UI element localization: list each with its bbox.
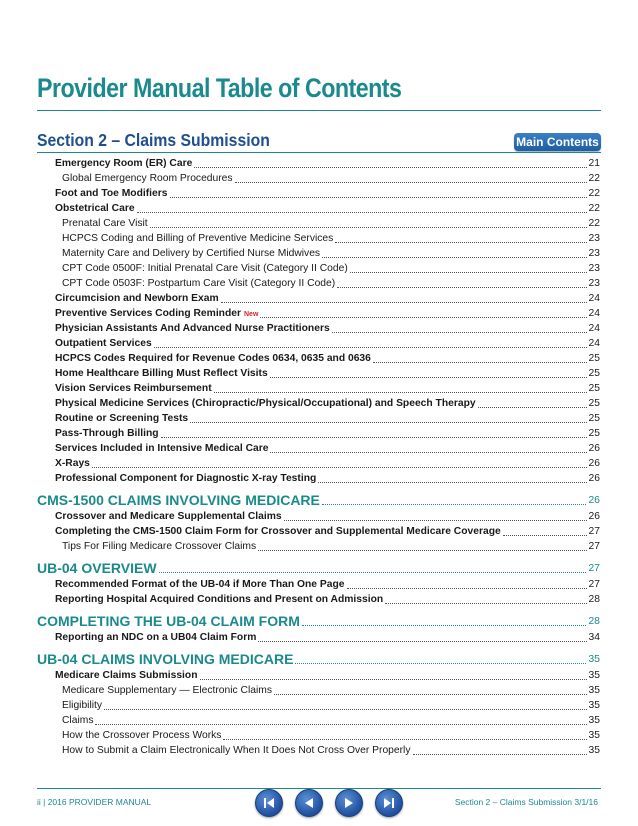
toc-page-number: 23: [588, 233, 600, 244]
toc-entry[interactable]: [0, 697, 638, 712]
dot-leader: [478, 401, 587, 408]
toc-page-number: 25: [588, 368, 600, 379]
title-divider: [37, 110, 601, 111]
toc-page-number: 26: [588, 473, 600, 484]
toc-section-heading[interactable]: [0, 553, 638, 576]
toc-page-number: 22: [588, 218, 600, 229]
toc-entry[interactable]: [0, 380, 638, 395]
toc-entry[interactable]: [0, 508, 638, 523]
toc-page-number: 25: [588, 383, 600, 394]
dot-leader: [413, 748, 587, 755]
toc-page-number: 27: [588, 579, 600, 590]
toc-page-number: 27: [588, 526, 600, 537]
dot-leader: [170, 191, 587, 198]
toc-entry[interactable]: [0, 290, 638, 305]
toc-entry[interactable]: [0, 667, 638, 682]
toc-page-number: 24: [588, 293, 600, 304]
toc-section-heading[interactable]: [0, 485, 638, 508]
toc-entry[interactable]: [0, 455, 638, 470]
toc-entry[interactable]: [0, 440, 638, 455]
dot-leader: [258, 635, 586, 642]
toc-entry[interactable]: [0, 742, 638, 757]
toc-entry-title: How to Submit a Claim Electronically When It Does Not Cross Over Properly: [62, 745, 411, 756]
toc-page-number: 35: [588, 653, 600, 665]
toc-page-number: 35: [588, 685, 600, 696]
dot-leader: [161, 431, 587, 438]
toc-page-number: 26: [588, 511, 600, 522]
toc-entry-title: UB-04 CLAIMS INVOLVING MEDICARE: [37, 651, 294, 667]
dot-leader: [235, 176, 587, 183]
toc-entry-title: Emergency Room (ER) Care: [55, 158, 193, 169]
dot-leader: [337, 281, 586, 288]
dot-leader: [258, 544, 586, 551]
toc-entry[interactable]: [0, 523, 638, 538]
dot-leader: [318, 476, 586, 483]
toc-page-number: 35: [588, 745, 600, 756]
toc-entry-title: X-Rays: [55, 458, 90, 469]
toc-entry-title: How the Crossover Process Works: [62, 730, 222, 741]
toc-entry-title: Preventive Services Coding Reminder: [55, 308, 241, 319]
toc-page-number: 25: [588, 353, 600, 364]
dot-leader: [284, 514, 587, 521]
dot-leader: [270, 371, 587, 378]
toc-entry-title: Maternity Care and Delivery by Certified Nurse Midwives: [62, 248, 321, 259]
toc-entry-title: Physician Assistants And Advanced Nurse Practitioners: [55, 323, 330, 334]
toc-page-number: 35: [588, 730, 600, 741]
dot-leader: [150, 221, 587, 228]
toc-entry[interactable]: [0, 395, 638, 410]
toc-entry-title: Pass-Through Billing: [55, 428, 159, 439]
toc-entry-title: Services Included in Intensive Medical Care: [55, 443, 269, 454]
dot-leader: [270, 446, 586, 453]
dot-leader: [332, 326, 587, 333]
toc-entry[interactable]: [0, 170, 638, 185]
toc-page-number: 24: [588, 338, 600, 349]
toc-entry-title: Reporting an NDC on a UB04 Claim Form: [55, 632, 257, 643]
dot-leader: [214, 386, 587, 393]
previous-page-button[interactable]: [295, 789, 323, 817]
toc-entry[interactable]: [0, 215, 638, 230]
dot-leader: [159, 566, 587, 573]
toc-page-number: 23: [588, 248, 600, 259]
toc-entry-title: HCPCS Codes Required for Revenue Codes 0634, 0635 and 0636: [55, 353, 371, 364]
toc-entry-title: Prenatal Care Visit: [62, 218, 148, 229]
dot-leader: [200, 673, 587, 680]
toc-entry[interactable]: [0, 425, 638, 440]
dot-leader: [503, 529, 587, 536]
toc-entry-title: Physical Medicine Services (Chiropractic/Physical/Occupational) and Speech Therapy: [55, 398, 476, 409]
dot-leader: [274, 688, 587, 695]
toc-entry[interactable]: [0, 712, 638, 727]
last-page-button[interactable]: [375, 789, 403, 817]
next-page-icon: [341, 795, 357, 811]
main-contents-button[interactable]: Main Contents: [514, 133, 601, 151]
toc-entry-title: Medicare Supplementary — Electronic Claims: [62, 685, 273, 696]
toc-entry[interactable]: [0, 335, 638, 350]
dot-leader: [194, 161, 586, 168]
previous-page-icon: [301, 795, 317, 811]
toc-section-heading[interactable]: [0, 606, 638, 629]
toc-page-number: 24: [588, 308, 600, 319]
toc-page-number: 28: [588, 615, 600, 627]
toc-entry-title: Eligibility: [62, 700, 103, 711]
toc-entry-title: Claims: [62, 715, 94, 726]
dot-leader: [322, 251, 586, 258]
toc-entry[interactable]: [0, 320, 638, 335]
dot-leader: [347, 582, 587, 589]
section-heading: Section 2 – Claims Submission: [37, 130, 270, 150]
toc-entry[interactable]: [0, 275, 638, 290]
last-page-icon: [381, 795, 397, 811]
toc-entry-title: Obstetrical Care: [55, 203, 135, 214]
toc-entry-title: Global Emergency Room Procedures: [62, 173, 233, 184]
dot-leader: [92, 461, 587, 468]
section-divider: [37, 152, 601, 153]
toc-entry[interactable]: [0, 155, 638, 170]
toc-page-number: 22: [588, 173, 600, 184]
toc-entry[interactable]: [0, 200, 638, 215]
toc-entry[interactable]: [0, 682, 638, 697]
toc-entry-title: Reporting Hospital Acquired Conditions and Present on Admission: [55, 594, 384, 605]
dot-leader: [190, 416, 586, 423]
toc-entry[interactable]: [0, 410, 638, 425]
toc-entry[interactable]: [0, 538, 638, 553]
toc-entry[interactable]: [0, 185, 638, 200]
toc-page-number: 22: [588, 203, 600, 214]
toc-page-number: 26: [588, 494, 600, 506]
dot-leader: [295, 657, 586, 664]
dot-leader: [350, 266, 587, 273]
toc-entry[interactable]: [0, 470, 638, 485]
toc-page-number: 27: [588, 541, 600, 552]
toc-page-number: 26: [588, 443, 600, 454]
toc-section-heading[interactable]: [0, 644, 638, 667]
toc-entry[interactable]: [0, 576, 638, 591]
toc-page-number: 25: [588, 428, 600, 439]
toc-entry[interactable]: [0, 727, 638, 742]
dot-leader: [385, 597, 586, 604]
toc-page-number: 25: [588, 413, 600, 424]
toc-entry-title: Circumcision and Newborn Exam: [55, 293, 219, 304]
toc-entry-title: COMPLETING THE UB-04 CLAIM FORM: [37, 613, 300, 629]
toc-page-number: 24: [588, 323, 600, 334]
toc-page-number: 35: [588, 715, 600, 726]
footer-section-label: Section 2 – Claims Submission 3/1/16: [454, 797, 598, 807]
toc-entry-title: Tips For Filing Medicare Crossover Claims: [62, 541, 257, 552]
toc-page-number: 26: [588, 458, 600, 469]
new-badge: New: [244, 311, 259, 318]
toc-entry-title: CPT Code 0503F: Postpartum Care Visit (Category II Code): [62, 278, 336, 289]
toc-entry[interactable]: [0, 305, 638, 320]
toc-entry[interactable]: [0, 591, 638, 606]
dot-leader: [335, 236, 586, 243]
toc-page-number: 27: [588, 562, 600, 574]
toc-entry-title: UB-04 OVERVIEW: [37, 560, 157, 576]
page-title: Provider Manual Table of Contents: [37, 73, 402, 103]
toc-entry-title: Vision Services Reimbursement: [55, 383, 212, 394]
toc-entry-title: Medicare Claims Submission: [55, 670, 198, 681]
toc-entry-title: Outpatient Services: [55, 338, 152, 349]
toc-page-number: 23: [588, 263, 600, 274]
dot-leader: [137, 206, 587, 213]
toc-list: [0, 155, 638, 757]
toc-entry-title: Completing the CMS-1500 Claim Form for Crossover and Supplemental Medicare Coverage: [55, 526, 501, 537]
toc-entry[interactable]: [0, 365, 638, 380]
toc-entry[interactable]: [0, 230, 638, 245]
dot-leader: [104, 703, 586, 710]
dot-leader: [260, 311, 586, 318]
toc-page-number: 23: [588, 278, 600, 289]
toc-entry-title: Home Healthcare Billing Must Reflect Visits: [55, 368, 268, 379]
dot-leader: [223, 733, 586, 740]
toc-page-number: 25: [588, 398, 600, 409]
dot-leader: [373, 356, 587, 363]
toc-entry[interactable]: [0, 245, 638, 260]
toc-entry[interactable]: [0, 350, 638, 365]
dot-leader: [221, 296, 587, 303]
page-navigation: [255, 789, 403, 816]
toc-page-number: 35: [588, 670, 600, 681]
dot-leader: [154, 341, 587, 348]
toc-entry-title: HCPCS Coding and Billing of Preventive Medicine Services: [62, 233, 334, 244]
toc-entry-title: Routine or Screening Tests: [55, 413, 189, 424]
toc-page-number: 35: [588, 700, 600, 711]
dot-leader: [302, 619, 586, 626]
next-page-button[interactable]: [335, 789, 363, 817]
toc-entry[interactable]: [0, 260, 638, 275]
toc-entry-title: Recommended Format of the UB-04 if More Than One Page: [55, 579, 345, 590]
toc-entry-title: CPT Code 0500F: Initial Prenatal Care Visit (Category II Code): [62, 263, 348, 274]
toc-entry-title: Professional Component for Diagnostic X-ray Testing: [55, 473, 317, 484]
toc-page-number: 22: [588, 188, 600, 199]
first-page-button[interactable]: [255, 789, 283, 817]
toc-page-number: 34: [588, 632, 600, 643]
first-page-icon: [261, 795, 277, 811]
footer-manual-label: ii | 2016 PROVIDER MANUAL: [37, 797, 152, 807]
toc-entry-title: CMS-1500 CLAIMS INVOLVING MEDICARE: [37, 492, 320, 508]
toc-entry-title: Foot and Toe Modifiers: [55, 188, 168, 199]
toc-page-number: 28: [588, 594, 600, 605]
dot-leader: [95, 718, 586, 725]
toc-page-number: 21: [588, 158, 600, 169]
dot-leader: [322, 498, 586, 505]
toc-entry[interactable]: [0, 629, 638, 644]
toc-entry-title: Crossover and Medicare Supplemental Claims: [55, 511, 282, 522]
